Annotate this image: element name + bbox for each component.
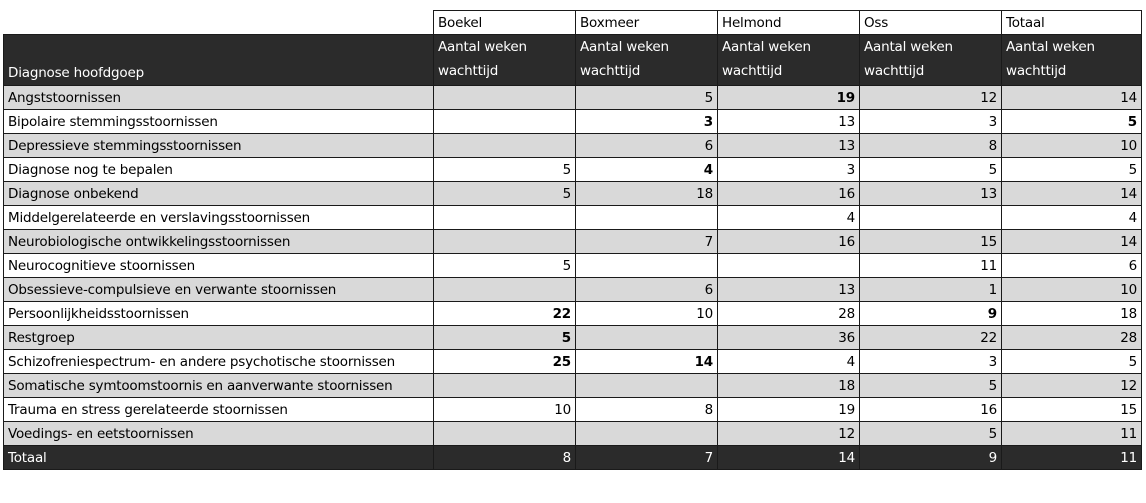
wait-weeks-cell	[576, 326, 718, 350]
metric-header: Aantal weken wachttijd	[434, 35, 576, 86]
diagnosis-label: Somatische symtoomstoornis en aanverwante stoornissen	[4, 374, 434, 398]
wait-weeks-cell: 19	[718, 398, 860, 422]
wait-weeks-cell	[434, 374, 576, 398]
wait-weeks-cell: 4	[576, 158, 718, 182]
wait-weeks-cell	[576, 254, 718, 278]
wait-weeks-cell	[434, 278, 576, 302]
diagnosis-label: Schizofreniespectrum- en andere psychotische stoornissen	[4, 350, 434, 374]
wait-weeks-cell: 28	[1002, 326, 1142, 350]
wait-weeks-cell: 5	[434, 182, 576, 206]
wait-weeks-cell: 5	[576, 86, 718, 110]
wait-weeks-cell: 8	[860, 134, 1002, 158]
wait-weeks-cell: 13	[718, 134, 860, 158]
table-row	[4, 110, 1142, 134]
diagnosis-label: Trauma en stress gerelateerde stoornissen	[4, 398, 434, 422]
wait-weeks-cell	[434, 230, 576, 254]
wait-weeks-cell	[576, 374, 718, 398]
diagnosis-label: Persoonlijkheidsstoornissen	[4, 302, 434, 326]
wait-weeks-cell: 19	[718, 86, 860, 110]
diagnosis-label: Diagnose onbekend	[4, 182, 434, 206]
diagnosis-label: Depressieve stemmingsstoornissen	[4, 134, 434, 158]
wait-weeks-cell: 14	[1002, 230, 1142, 254]
total-wait-weeks-cell: 7	[576, 446, 718, 470]
wait-weeks-cell	[718, 254, 860, 278]
wait-weeks-cell: 10	[434, 398, 576, 422]
wait-weeks-cell: 11	[860, 254, 1002, 278]
metric-header: Aantal weken wachttijd	[1002, 35, 1142, 86]
total-row	[4, 446, 1142, 470]
metric-header: Aantal weken wachttijd	[576, 35, 718, 86]
wait-weeks-cell	[434, 422, 576, 446]
diagnosis-column-header: Diagnose hoofdgoep	[4, 35, 434, 86]
wait-weeks-cell: 10	[576, 302, 718, 326]
wait-weeks-cell: 5	[860, 374, 1002, 398]
metric-header: Aantal weken wachttijd	[718, 35, 860, 86]
wait-weeks-cell: 5	[434, 326, 576, 350]
wait-weeks-cell: 3	[860, 110, 1002, 134]
metric-header: Aantal weken wachttijd	[860, 35, 1002, 86]
wait-weeks-cell: 5	[1002, 158, 1142, 182]
total-wait-weeks-cell: 8	[434, 446, 576, 470]
table-row	[4, 278, 1142, 302]
total-wait-weeks-cell: 11	[1002, 446, 1142, 470]
wait-weeks-cell: 10	[1002, 134, 1142, 158]
wait-weeks-cell: 6	[576, 134, 718, 158]
wait-weeks-cell: 1	[860, 278, 1002, 302]
table-row	[4, 326, 1142, 350]
wait-weeks-cell: 15	[860, 230, 1002, 254]
wait-weeks-cell: 18	[576, 182, 718, 206]
wait-weeks-cell: 3	[576, 110, 718, 134]
wait-weeks-cell: 4	[718, 206, 860, 230]
wait-weeks-cell: 12	[1002, 374, 1142, 398]
wait-weeks-cell: 6	[576, 278, 718, 302]
table-row	[4, 158, 1142, 182]
diagnosis-label: Obsessieve-compulsieve en verwante stoornissen	[4, 278, 434, 302]
wait-weeks-cell: 4	[1002, 206, 1142, 230]
wait-weeks-cell: 7	[576, 230, 718, 254]
wait-weeks-cell: 13	[718, 278, 860, 302]
table-row	[4, 302, 1142, 326]
wait-weeks-cell: 8	[576, 398, 718, 422]
wait-weeks-cell: 10	[1002, 278, 1142, 302]
location-header: Oss	[860, 11, 1002, 35]
location-header: Boekel	[434, 11, 576, 35]
wait-weeks-cell: 5	[1002, 350, 1142, 374]
wait-weeks-cell	[434, 110, 576, 134]
diagnosis-label: Diagnose nog te bepalen	[4, 158, 434, 182]
table-row	[4, 350, 1142, 374]
table-row	[4, 230, 1142, 254]
wait-weeks-cell	[576, 422, 718, 446]
diagnosis-label: Restgroep	[4, 326, 434, 350]
table-row	[4, 206, 1142, 230]
wait-weeks-cell: 13	[718, 110, 860, 134]
diagnosis-label: Voedings- en eetstoornissen	[4, 422, 434, 446]
diagnosis-label: Middelgerelateerde en verslavingsstoornissen	[4, 206, 434, 230]
wait-weeks-cell	[434, 134, 576, 158]
wait-weeks-cell: 3	[860, 350, 1002, 374]
wait-weeks-cell	[434, 206, 576, 230]
wait-weeks-cell: 15	[1002, 398, 1142, 422]
wait-weeks-cell: 18	[1002, 302, 1142, 326]
wait-weeks-cell: 28	[718, 302, 860, 326]
wait-weeks-cell: 25	[434, 350, 576, 374]
total-wait-weeks-cell: 9	[860, 446, 1002, 470]
table-row	[4, 422, 1142, 446]
table-row	[4, 134, 1142, 158]
wait-weeks-cell: 22	[434, 302, 576, 326]
total-label: Totaal	[4, 446, 434, 470]
wait-weeks-cell: 5	[860, 422, 1002, 446]
location-header: Helmond	[718, 11, 860, 35]
table-row	[4, 254, 1142, 278]
table-row	[4, 86, 1142, 110]
wait-weeks-cell: 5	[860, 158, 1002, 182]
corner-cell	[4, 11, 434, 35]
diagnosis-label: Neurobiologische ontwikkelingsstoornissen	[4, 230, 434, 254]
wait-weeks-cell: 36	[718, 326, 860, 350]
location-header: Totaal	[1002, 11, 1142, 35]
wait-weeks-cell: 11	[1002, 422, 1142, 446]
wait-weeks-cell: 16	[860, 398, 1002, 422]
wait-weeks-cell: 5	[1002, 110, 1142, 134]
location-header: Boxmeer	[576, 11, 718, 35]
wait-weeks-cell	[860, 206, 1002, 230]
wait-weeks-cell	[576, 206, 718, 230]
table-row	[4, 374, 1142, 398]
wait-weeks-cell: 14	[1002, 182, 1142, 206]
wait-time-table	[3, 10, 1142, 470]
wait-weeks-cell: 12	[860, 86, 1002, 110]
metric-header-row	[4, 35, 1142, 86]
wait-weeks-cell: 13	[860, 182, 1002, 206]
diagnosis-label: Neurocognitieve stoornissen	[4, 254, 434, 278]
wait-weeks-cell: 14	[1002, 86, 1142, 110]
table-row	[4, 182, 1142, 206]
wait-weeks-cell: 12	[718, 422, 860, 446]
table-body	[4, 11, 1142, 470]
diagnosis-label: Bipolaire stemmingsstoornissen	[4, 110, 434, 134]
wait-weeks-cell: 6	[1002, 254, 1142, 278]
wait-weeks-cell: 18	[718, 374, 860, 398]
wait-weeks-cell: 9	[860, 302, 1002, 326]
wait-weeks-cell: 22	[860, 326, 1002, 350]
wait-weeks-cell: 5	[434, 158, 576, 182]
diagnosis-label: Angststoornissen	[4, 86, 434, 110]
wait-weeks-cell: 14	[576, 350, 718, 374]
wait-weeks-cell: 16	[718, 230, 860, 254]
total-wait-weeks-cell: 14	[718, 446, 860, 470]
wait-weeks-cell: 16	[718, 182, 860, 206]
table-row	[4, 398, 1142, 422]
wait-weeks-cell: 5	[434, 254, 576, 278]
wait-weeks-cell	[434, 86, 576, 110]
location-header-row	[4, 11, 1142, 35]
wait-weeks-cell: 3	[718, 158, 860, 182]
wait-weeks-cell: 4	[718, 350, 860, 374]
